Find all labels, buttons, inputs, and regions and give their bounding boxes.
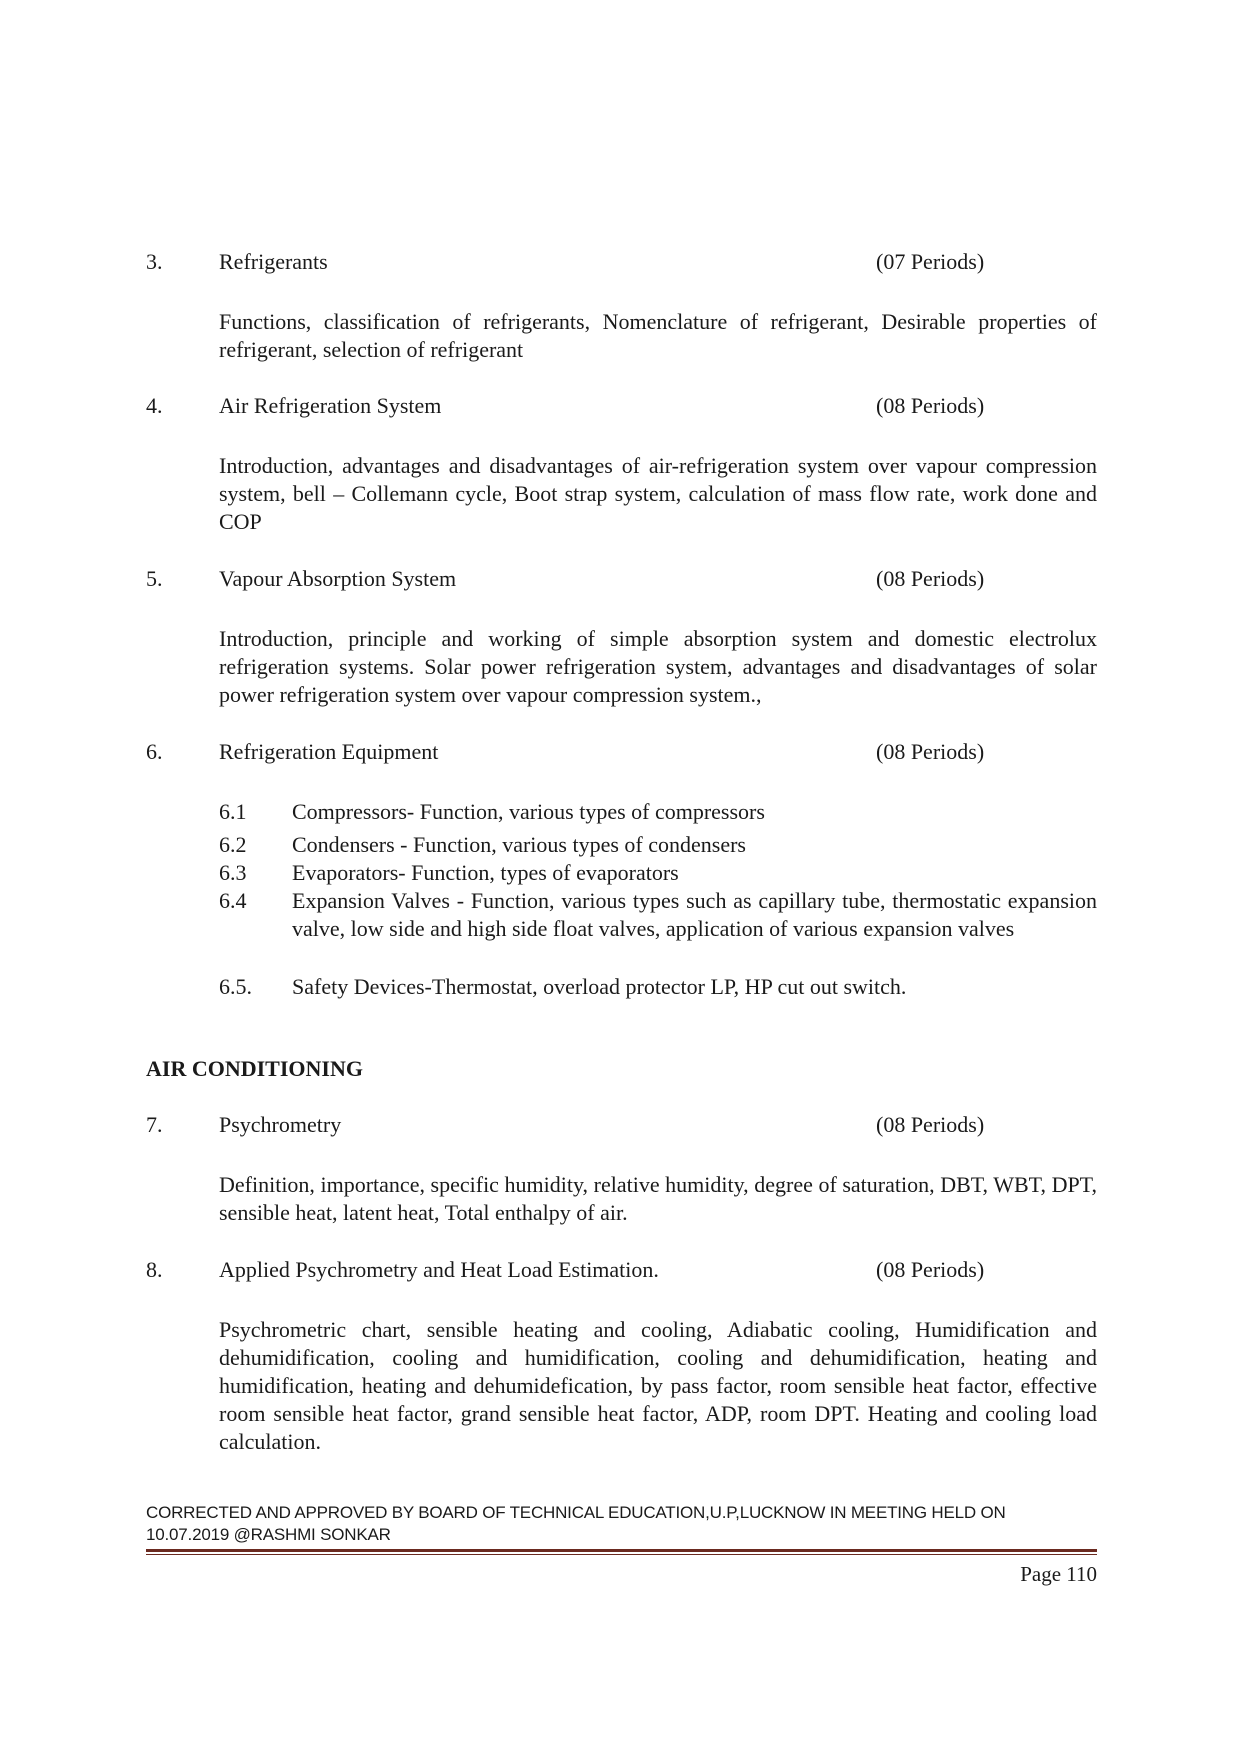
footer-rule-thin: [146, 1554, 1097, 1555]
footer-rule-thick: [146, 1549, 1097, 1552]
section-6-title: Refrigeration Equipment: [219, 739, 439, 764]
subitem-6-5-number: 6.5.: [219, 974, 252, 999]
air-conditioning-heading: AIR CONDITIONING: [146, 1056, 363, 1081]
subitem-6-2-text: Condensers - Function, various types of condensers: [292, 832, 746, 857]
subitem-6-1-number: 6.1: [219, 799, 247, 824]
footer-approval-line-1: CORRECTED AND APPROVED BY BOARD OF TECHNICAL EDUCATION,U.P,LUCKNOW IN MEETING HELD ON: [146, 1503, 1006, 1522]
section-4-description: Introduction, advantages and disadvantages of air-refrigeration system over vapour compression system, bell – Collemann cycle, Boot strap system, calculation of mass flow rate, work done and COP: [219, 453, 1097, 534]
section-4-number: 4.: [146, 393, 163, 418]
section-3-periods: (07 Periods): [876, 249, 985, 274]
section-8-title: Applied Psychrometry and Heat Load Estimation.: [219, 1257, 659, 1282]
subitem-6-3-text: Evaporators- Function, types of evaporators: [292, 860, 679, 885]
section-6-number: 6.: [146, 739, 163, 764]
section-7-periods: (08 Periods): [876, 1112, 985, 1137]
subitem-6-5-text: Safety Devices-Thermostat, overload protector LP, HP cut out switch.: [292, 974, 907, 999]
section-7-number: 7.: [146, 1112, 163, 1137]
section-8-number: 8.: [146, 1257, 163, 1282]
page-number: Page 110: [1020, 1562, 1097, 1586]
section-3-number: 3.: [146, 249, 163, 274]
section-7-description: Definition, importance, specific humidity, relative humidity, degree of saturation, DBT, WBT, DPT, sensible heat, latent heat, Total enthalpy of air.: [219, 1172, 1097, 1225]
section-4-periods: (08 Periods): [876, 393, 985, 418]
section-4-title: Air Refrigeration System: [219, 393, 442, 418]
subitem-6-4-number: 6.4: [219, 888, 247, 913]
subitem-6-2-number: 6.2: [219, 832, 247, 857]
subitem-6-4-text: Expansion Valves - Function, various types such as capillary tube, thermostatic expansion valve, low side and high side float valves, application of various expansion valves: [292, 888, 1097, 941]
section-7-title: Psychrometry: [219, 1112, 342, 1137]
section-8-description: Psychrometric chart, sensible heating and cooling, Adiabatic cooling, Humidification and dehumidification, cooling and humidification, cooling and dehumidification, heating and humidification, heating and dehumidefication, by pass factor, room sensible heat factor, effective room sensible heat factor, grand sensible heat factor, ADP, room DPT. Heating and cooling load calculation.: [219, 1317, 1097, 1454]
subitem-6-3-number: 6.3: [219, 860, 247, 885]
section-6-periods: (08 Periods): [876, 739, 985, 764]
section-5-description: Introduction, principle and working of simple absorption system and domestic electrolux refrigeration systems. Solar power refrigeration system, advantages and disadvantages of solar power refrigeration system over vapour compression system.,: [219, 626, 1097, 707]
section-8-periods: (08 Periods): [876, 1257, 985, 1282]
footer-approval-line-2: 10.07.2019 @RASHMI SONKAR: [146, 1525, 391, 1544]
section-5-number: 5.: [146, 566, 163, 591]
section-5-title: Vapour Absorption System: [219, 566, 457, 591]
section-3-title: Refrigerants: [219, 249, 328, 274]
section-3-description: Functions, classification of refrigerants, Nomenclature of refrigerant, Desirable properties of refrigerant, selection of refrigerant: [219, 309, 1097, 362]
section-5-periods: (08 Periods): [876, 566, 985, 591]
subitem-6-1-text: Compressors- Function, various types of compressors: [292, 799, 765, 824]
